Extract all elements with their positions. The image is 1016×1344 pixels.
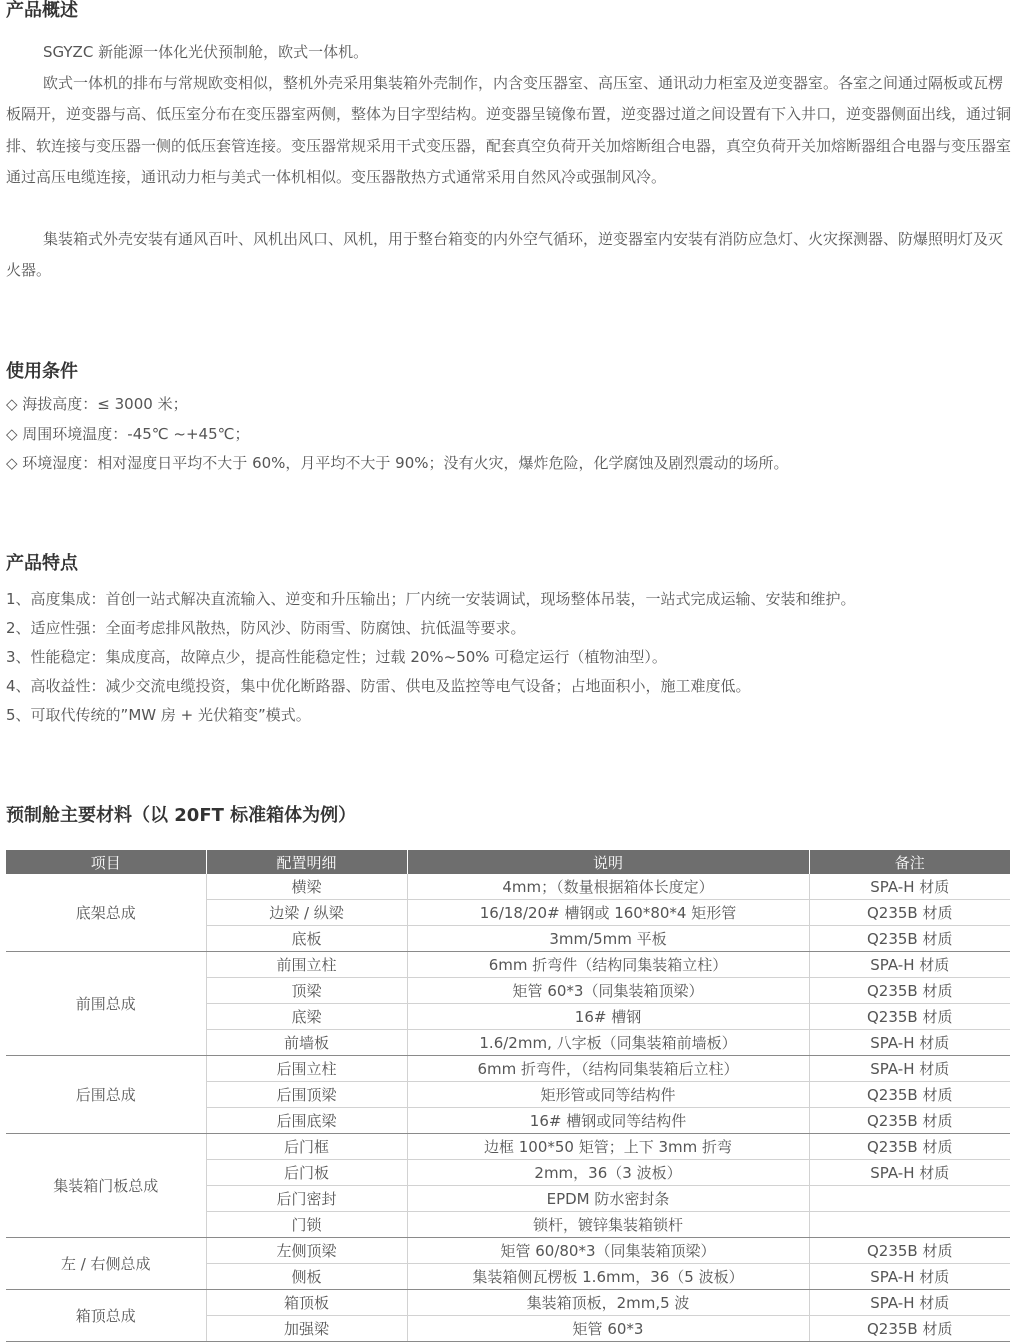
config-cell: 底板 xyxy=(206,926,407,952)
remark-cell: SPA-H 材质 xyxy=(809,1160,1010,1186)
config-cell: 边梁 / 纵梁 xyxy=(206,900,407,926)
config-cell: 加强梁 xyxy=(206,1316,407,1342)
description-cell: 16# 槽钢或同等结构件 xyxy=(407,1108,809,1134)
config-cell: 前围立柱 xyxy=(206,952,407,978)
table-row xyxy=(6,874,1010,900)
description-cell: 边框 100*50 矩管；上下 3mm 折弯 xyxy=(407,1134,809,1160)
config-cell: 后门框 xyxy=(206,1134,407,1160)
feature-item: 5、可取代传统的”MW 房 + 光伏箱变”模式。 xyxy=(6,706,311,724)
description-cell: 矩形管或同等结构件 xyxy=(407,1082,809,1108)
remark-cell: SPA-H 材质 xyxy=(809,1030,1010,1056)
remark-cell: SPA-H 材质 xyxy=(809,874,1010,900)
section-title-conditions: 使用条件 xyxy=(6,361,78,382)
config-cell: 后门密封 xyxy=(206,1186,407,1212)
remark-cell xyxy=(809,1186,1010,1212)
overview-paragraph-1: SGYZC 新能源一体化光伏预制舱，欧式一体机。 xyxy=(43,43,369,61)
column-header-item: 项目 xyxy=(6,850,206,874)
column-header-remark: 备注 xyxy=(809,850,1010,874)
group-name: 箱顶总成 xyxy=(6,1290,206,1342)
description-cell: 矩管 60*3 xyxy=(407,1316,809,1342)
config-cell: 左侧顶梁 xyxy=(206,1238,407,1264)
column-header-description: 说明 xyxy=(407,850,809,874)
section-title-overview: 产品概述 xyxy=(6,0,78,21)
config-cell: 底梁 xyxy=(206,1004,407,1030)
table-header-row xyxy=(6,850,1010,874)
config-cell: 后围顶梁 xyxy=(206,1082,407,1108)
remark-cell: Q235B 材质 xyxy=(809,1238,1010,1264)
column-header-config: 配置明细 xyxy=(206,850,407,874)
remark-cell: Q235B 材质 xyxy=(809,1108,1010,1134)
remark-cell xyxy=(809,1212,1010,1238)
description-cell: EPDM 防水密封条 xyxy=(407,1186,809,1212)
remark-cell: Q235B 材质 xyxy=(809,1134,1010,1160)
description-cell: 锁杆，镀锌集装箱锁杆 xyxy=(407,1212,809,1238)
feature-item: 4、高收益性：减少交流电缆投资，集中优化断路器、防雷、供电及监控等电气设备；占地面积小，施工难度低。 xyxy=(6,677,751,695)
remark-cell: Q235B 材质 xyxy=(809,1004,1010,1030)
overview-paragraph-3: 集装箱式外壳安装有通风百叶、风机出风口、风机，用于整台箱变的内外空气循环，逆变器室内安装有消防应急灯、火灾探测器、防爆照明灯及灭火器。 xyxy=(6,230,1004,280)
group-name: 底架总成 xyxy=(6,874,206,952)
remark-cell: Q235B 材质 xyxy=(809,1316,1010,1342)
condition-item: ◇ 周围环境温度：-45℃ ~+45℃； xyxy=(6,425,250,443)
config-cell: 前墙板 xyxy=(206,1030,407,1056)
section-title-features: 产品特点 xyxy=(6,553,78,574)
table-row xyxy=(6,1238,1010,1264)
config-cell: 后围立柱 xyxy=(206,1056,407,1082)
section-title-materials: 预制舱主要材料（以 20FT 标准箱体为例） xyxy=(6,805,357,826)
description-cell: 3mm/5mm 平板 xyxy=(407,926,809,952)
description-cell: 1.6/2mm, 八字板（同集装箱前墙板） xyxy=(407,1030,809,1056)
group-name: 后围总成 xyxy=(6,1056,206,1134)
description-cell: 矩管 60*3（同集装箱顶梁） xyxy=(407,978,809,1004)
remark-cell: SPA-H 材质 xyxy=(809,952,1010,978)
config-cell: 侧板 xyxy=(206,1264,407,1290)
description-cell: 6mm 折弯件，（结构同集装箱后立柱） xyxy=(407,1056,809,1082)
description-cell: 集装箱顶板，2mm,5 波 xyxy=(407,1290,809,1316)
description-cell: 矩管 60/80*3（同集装箱顶梁） xyxy=(407,1238,809,1264)
description-cell: 16# 槽钢 xyxy=(407,1004,809,1030)
config-cell: 箱顶板 xyxy=(206,1290,407,1316)
description-cell: 集装箱侧瓦楞板 1.6mm，36（5 波板） xyxy=(407,1264,809,1290)
description-cell: 4mm；（数量根据箱体长度定） xyxy=(407,874,809,900)
table-row xyxy=(6,952,1010,978)
config-cell: 门锁 xyxy=(206,1212,407,1238)
table-row xyxy=(6,1056,1010,1082)
table-row xyxy=(6,1134,1010,1160)
description-cell: 16/18/20# 槽钢或 160*80*4 矩形管 xyxy=(407,900,809,926)
remark-cell: Q235B 材质 xyxy=(809,900,1010,926)
table-row xyxy=(6,1290,1010,1316)
group-name: 集装箱门板总成 xyxy=(6,1134,206,1238)
group-name: 左 / 右侧总成 xyxy=(6,1238,206,1290)
description-cell: 6mm 折弯件（结构同集装箱立柱） xyxy=(407,952,809,978)
remark-cell: SPA-H 材质 xyxy=(809,1056,1010,1082)
remark-cell: Q235B 材质 xyxy=(809,1082,1010,1108)
group-name: 前围总成 xyxy=(6,952,206,1056)
config-cell: 顶梁 xyxy=(206,978,407,1004)
remark-cell: SPA-H 材质 xyxy=(809,1290,1010,1316)
config-cell: 后门板 xyxy=(206,1160,407,1186)
remark-cell: Q235B 材质 xyxy=(809,978,1010,1004)
description-cell: 2mm，36（3 波板） xyxy=(407,1160,809,1186)
config-cell: 横梁 xyxy=(206,874,407,900)
feature-item: 1、高度集成：首创一站式解决直流输入、逆变和升压输出；厂内统一安装调试，现场整体吊装，一站式完成运输、安装和维护。 xyxy=(6,590,856,608)
overview-paragraph-2: 欧式一体机的排布与常规欧变相似，整机外壳采用集装箱外壳制作，内含变压器室、高压室、通讯动力柜室及逆变器室。各室之间通过隔板或瓦楞板隔开，逆变器与高、低压室分布在变压器室两侧，整体为目字型结构。逆变器呈镜像布置，逆变器过道之间设置有下入井口，逆变器侧面出线，通过铜排、软连接与变压器一侧的低压套管连接。变压器常规采用干式变压器，配套真空负荷开关加熔断组合电器，真空负荷开关加熔断器组合电器与变压器室通过高压电缆连接，通讯动力柜与美式一体机相似。变压器散热方式通常采用自然风冷或强制风冷。 xyxy=(6,74,1012,187)
feature-item: 3、性能稳定：集成度高，故障点少，提高性能稳定性；过载 20%~50% 可稳定运行（植物油型）。 xyxy=(6,648,667,666)
remark-cell: Q235B 材质 xyxy=(809,926,1010,952)
condition-item: ◇ 海拔高度：≤ 3000 米； xyxy=(6,395,188,413)
remark-cell: SPA-H 材质 xyxy=(809,1264,1010,1290)
condition-item: ◇ 环境湿度：相对湿度日平均不大于 60%，月平均不大于 90%；没有火灾，爆炸危险，化学腐蚀及剧烈震动的场所。 xyxy=(6,454,789,472)
materials-table xyxy=(6,850,1010,1342)
feature-item: 2、适应性强：全面考虑排风散热，防风沙、防雨雪、防腐蚀、抗低温等要求。 xyxy=(6,619,526,637)
config-cell: 后围底梁 xyxy=(206,1108,407,1134)
